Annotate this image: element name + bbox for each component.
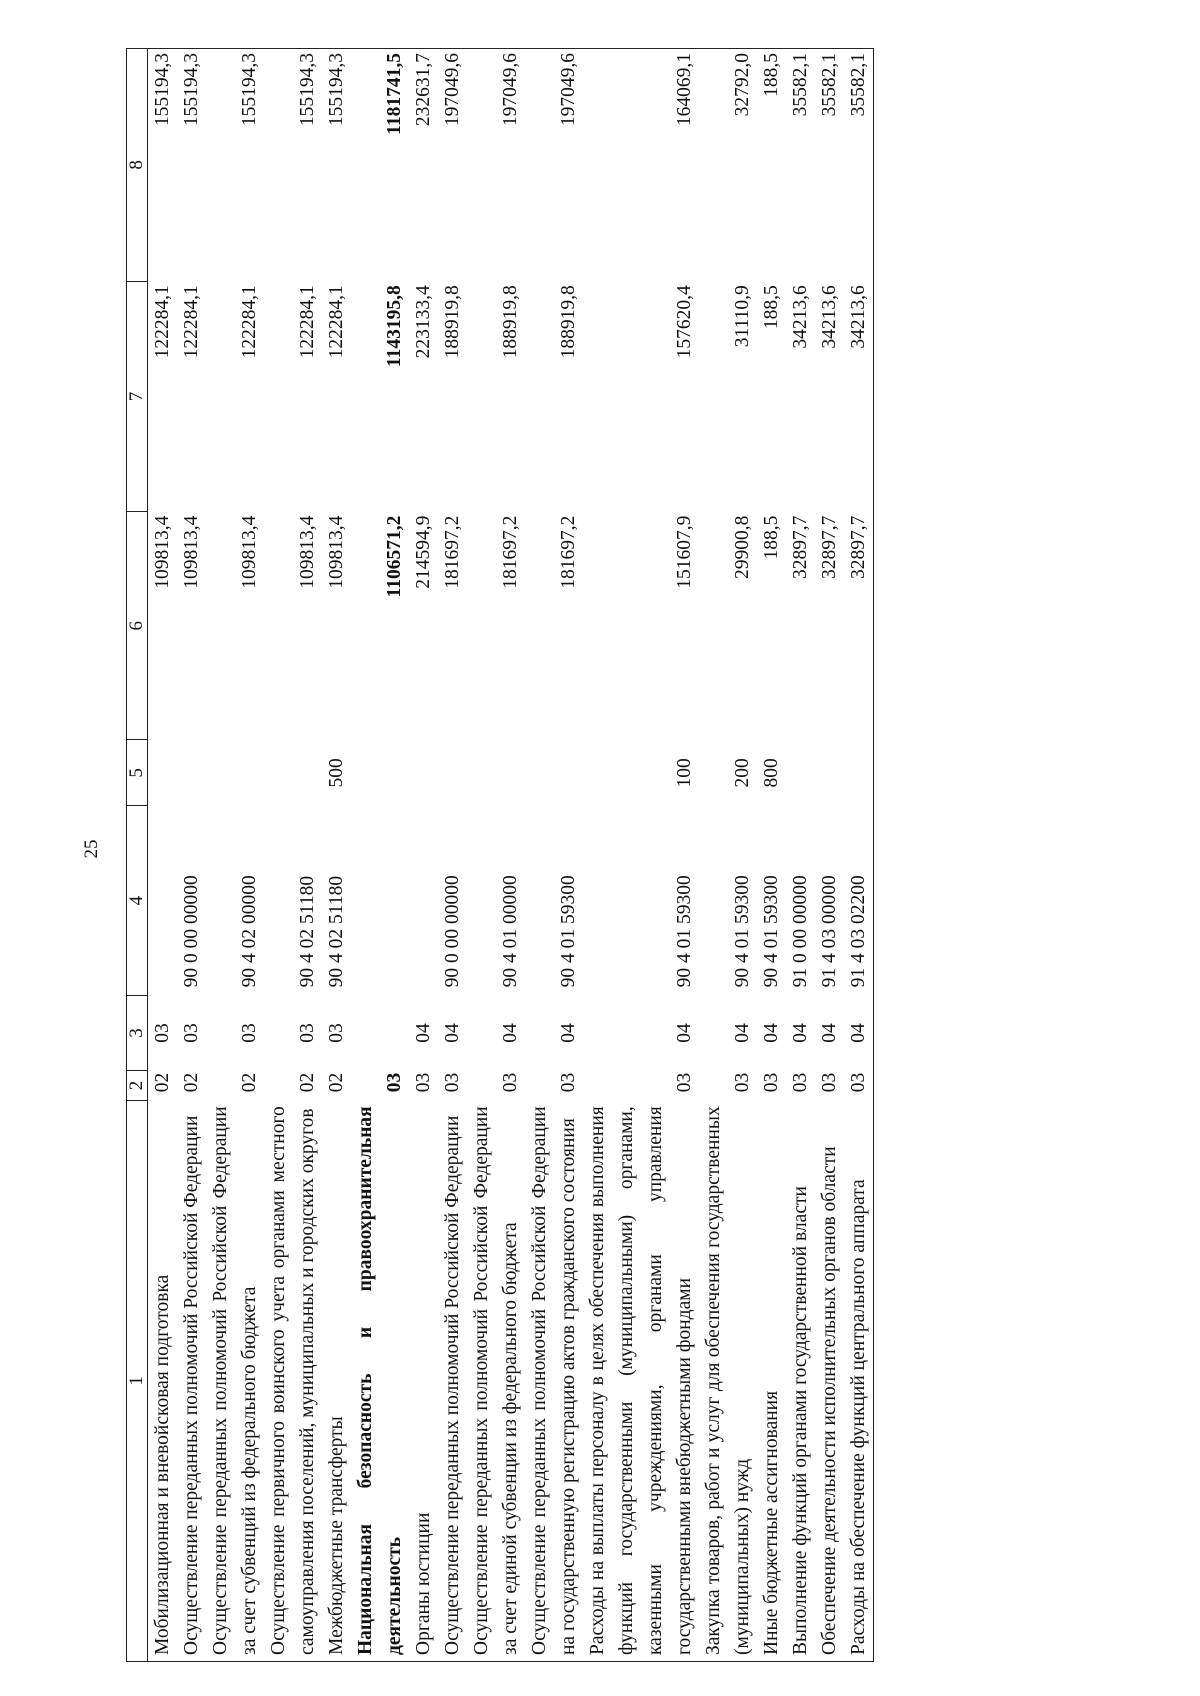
cell-amount-year2: 34213,6 [819,285,840,349]
cell-expense-type [409,740,438,806]
table-row [264,49,322,1662]
cell-name: Закупка товаров, работ и услуг для обеспечения государственных (муниципальных) нужд [699,1100,757,1661]
cell-amount-year1: 109813,4 [326,515,347,589]
cell-amount-year3: 232631,7 [409,49,438,282]
cell-amount-year2: 31110,9 [732,285,753,348]
cell-amount-year2: 188,5 [761,285,782,330]
cell-target-article: 91 4 03 02200 [844,806,874,995]
cell-name: Осуществление переданных полномочий Российской Федерации [177,1100,206,1661]
cell-name: Выполнение функций органами государственной власти [786,1100,815,1661]
header-col-2: 2 [127,1071,148,1101]
cell-target-article: 90 4 01 59300 [732,875,753,988]
cell-subsection: 03 [297,1023,318,1043]
cell-expense-type [525,740,583,806]
cell-subsection: 04 [442,1023,463,1043]
cell-target-article: 91 0 00 00000 [790,875,811,988]
cell-subsection: 04 [790,1023,811,1043]
cell-name: Национальная безопасность и правоохранительная деятельность [351,1100,409,1661]
table-body [148,49,874,1662]
cell-name: Расходы на выплаты персоналу в целях обеспечения выполнения функций государственными (муниципальными) органами, казенными учреждениями, органами управления государственными внебюджетными фондами [583,1100,699,1661]
cell-target-article: 90 4 02 51180 [297,875,318,988]
header-col-5: 5 [127,740,148,806]
cell-expense-type [148,740,178,806]
cell-amount-year2: 188919,8 [500,285,521,359]
cell-target-article [148,806,178,995]
cell-name: Расходы на обеспечение функций центрального аппарата [844,1100,874,1661]
cell-amount-year3: 155194,3 [322,49,351,282]
cell-amount-year1: 32897,7 [819,515,840,580]
cell-amount-year3: 155194,3 [148,49,178,282]
cell-amount-year3: 35582,1 [815,49,844,282]
cell-subsection: 03 [239,1023,260,1043]
cell-amount-year1: 151607,9 [674,515,695,589]
cell-amount-year3: 1181741,5 [351,49,409,282]
cell-amount-year1: 181697,2 [442,515,463,589]
cell-amount-year1: 181697,2 [558,515,579,589]
cell-subsection: 04 [558,1023,579,1043]
cell-expense-type [177,740,206,806]
cell-section: 03 [558,1072,579,1093]
cell-target-article: 90 4 01 59300 [674,875,695,988]
cell-amount-year2: 188919,8 [442,285,463,359]
cell-amount-year3: 164069,1 [583,49,699,282]
cell-subsection: 04 [674,1023,695,1043]
cell-amount-year1: 1106571,2 [384,515,405,598]
table-row [757,49,786,1662]
cell-amount-year2: 122284,1 [181,285,202,359]
cell-section: 02 [239,1072,260,1093]
cell-amount-year1: 109813,4 [181,515,202,589]
cell-amount-year1: 181697,2 [500,515,521,589]
cell-amount-year1: 32897,7 [790,515,811,580]
cell-subsection: 04 [761,1023,782,1043]
cell-subsection: 04 [844,995,874,1070]
cell-amount-year1: 214594,9 [413,515,434,589]
cell-expense-type [786,740,815,806]
cell-target-article [351,806,409,995]
cell-subsection: 03 [181,1023,202,1043]
header-col-4: 4 [127,806,148,995]
cell-amount-year2: 122284,1 [152,285,173,359]
header-col-6: 6 [127,512,148,740]
cell-amount-year3: 35582,1 [844,49,874,282]
cell-subsection [351,995,409,1070]
table-row [583,49,699,1662]
cell-target-article: 91 4 03 00000 [819,875,840,988]
cell-name: Осуществление переданных полномочий Российской Федерации на государственную регистрацию актов гражданского состояния [525,1100,583,1661]
cell-amount-year2: 34213,6 [844,281,874,511]
cell-amount-year2: 122284,1 [239,285,260,359]
cell-subsection: 04 [819,1023,840,1043]
cell-amount-year1: 29900,8 [732,515,753,580]
cell-amount-year2: 157620,4 [674,285,695,359]
table-row [322,49,351,1662]
cell-expense-type [438,740,467,806]
table-row [467,49,525,1662]
cell-amount-year3: 197049,6 [438,49,467,282]
cell-expense-type [264,740,322,806]
header-row [127,49,148,1662]
header-col-3: 3 [127,995,148,1070]
cell-amount-year1: 109813,4 [152,515,173,589]
cell-amount-year2: 188919,8 [558,285,579,359]
cell-expense-type: 200 [732,758,753,788]
page-number: 25 [81,839,102,859]
table-row [438,49,467,1662]
table-row [844,49,874,1662]
cell-section: 02 [326,1072,347,1093]
cell-amount-year2: 223133,4 [413,285,434,359]
header-col-1: 1 [127,1100,148,1661]
cell-amount-year3: 155194,3 [177,49,206,282]
cell-expense-type [815,740,844,806]
cell-section: 02 [297,1072,318,1093]
cell-amount-year3: 197049,6 [467,49,525,282]
cell-section: 03 [844,1071,874,1101]
cell-target-article: 90 4 01 59300 [761,875,782,988]
cell-amount-year3: 32792,0 [699,49,757,282]
cell-target-article [409,806,438,995]
cell-expense-type [351,740,409,806]
cell-name: Обеспечение деятельности исполнительных органов области [815,1100,844,1661]
cell-amount-year3: 35582,1 [786,49,815,282]
cell-section: 03 [384,1072,405,1093]
table-row [409,49,438,1662]
cell-subsection: 03 [152,1023,173,1043]
cell-target-article: 90 4 01 59300 [558,875,579,988]
table-row [148,49,178,1662]
cell-amount-year1: 188,5 [761,515,782,560]
cell-target-article: 90 4 01 00000 [500,875,521,988]
cell-amount-year1: 32897,7 [844,512,874,740]
cell-name: Мобилизационная и вневойсковая подготовка [148,1100,178,1661]
header-col-7: 7 [127,281,148,511]
cell-amount-year3: 188,5 [757,49,786,282]
header-col-8: 8 [127,49,148,282]
table-row [525,49,583,1662]
cell-expense-type: 500 [326,758,347,788]
cell-section: 03 [500,1072,521,1093]
cell-amount-year1: 109813,4 [239,515,260,589]
budget-table-rotated [126,48,1184,1662]
cell-name: Осуществление переданных полномочий Российской Федерации за счет единой субвенции из федерального бюджета [467,1100,525,1661]
cell-section: 03 [413,1072,434,1093]
cell-name: Осуществление переданных полномочий Российской Федерации [438,1100,467,1661]
table-row [351,49,409,1662]
cell-section: 03 [674,1072,695,1093]
cell-expense-type [467,740,525,806]
cell-subsection: 03 [326,1023,347,1043]
table-row [699,49,757,1662]
cell-section: 03 [819,1072,840,1093]
cell-section: 02 [181,1072,202,1093]
cell-target-article: 90 4 02 00000 [239,875,260,988]
cell-section: 03 [761,1072,782,1093]
cell-amount-year2: 122284,1 [297,285,318,359]
cell-expense-type [206,740,264,806]
cell-name: Межбюджетные трансферты [322,1100,351,1661]
cell-section: 03 [732,1072,753,1093]
cell-name: Органы юстиции [409,1100,438,1661]
cell-expense-type: 800 [761,758,782,788]
cell-name: Иные бюджетные ассигнования [757,1100,786,1661]
cell-amount-year3: 197049,6 [525,49,583,282]
table-row [206,49,264,1662]
cell-amount-year2: 1143195,8 [384,285,405,368]
cell-target-article: 90 0 00 00000 [442,875,463,988]
cell-subsection: 04 [500,1023,521,1043]
cell-amount-year2: 34213,6 [790,285,811,349]
cell-amount-year3: 155194,3 [206,49,264,282]
cell-section: 02 [152,1072,173,1093]
table-row [177,49,206,1662]
cell-amount-year3: 155194,3 [264,49,322,282]
cell-subsection: 04 [413,1023,434,1043]
cell-name: Осуществление первичного воинского учета органами местного самоуправления поселений, муниципальных и городских округов [264,1100,322,1661]
cell-amount-year1: 109813,4 [297,515,318,589]
cell-expense-type [844,740,874,806]
table-row [815,49,844,1662]
cell-subsection: 04 [732,1023,753,1043]
budget-table [126,48,874,1662]
cell-name: Осуществление переданных полномочий Российской Федерации за счет субвенций из федерального бюджета [206,1100,264,1661]
cell-section: 03 [790,1072,811,1093]
cell-target-article: 90 4 02 51180 [326,875,347,988]
cell-section: 03 [442,1072,463,1093]
cell-target-article: 90 0 00 00000 [181,875,202,988]
table-row [786,49,815,1662]
cell-expense-type: 100 [674,758,695,788]
cell-amount-year2: 122284,1 [326,285,347,359]
